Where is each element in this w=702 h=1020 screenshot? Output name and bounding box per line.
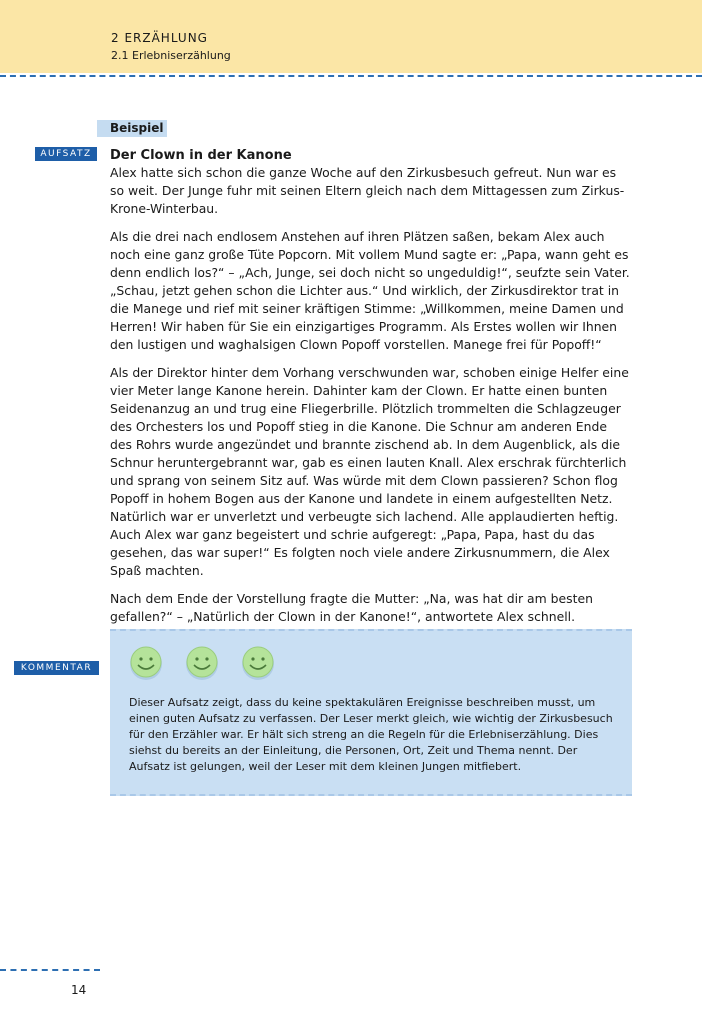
footer-divider xyxy=(0,969,100,971)
page-number: 14 xyxy=(71,983,87,997)
aufsatz-tag: AUFSATZ xyxy=(35,147,97,161)
example-label: Beispiel xyxy=(97,120,167,137)
section-title: 2.1 Erlebniserzählung xyxy=(111,49,231,62)
kommentar-tag: KOMMENTAR xyxy=(14,661,99,675)
smiley-icon xyxy=(240,645,276,681)
essay-paragraph: Als die drei nach endlosem Anstehen auf ihren Plätzen saßen, bekam Alex auch noch eine ganz große Tüte Popcorn. Mit vollem Mund sagte er: „Papa, wann geht es denn endlich los?“ – „Ach, Junge, sei doch nicht so ungeduldig!“, seufzte sein Vater. „Schau, jetzt gehen schon die Lichter aus.“ Und wirklich, der Zirkusdirektor trat in die Manege und rief mit seiner kräftigen Stimme: „Willkommen, meine Damen und Herren! Wir haben für Sie ein einzigartiges Programm. Als Erstes wollen wir Ihnen den lustigen und waghalsigen Clown Popoff vorstellen. Manege frei für Popoff!“ xyxy=(110,229,630,352)
chapter-header xyxy=(0,0,702,73)
chapter-title: 2 ERZÄHLUNG xyxy=(111,31,208,45)
comment-box xyxy=(110,629,632,796)
essay-body xyxy=(110,164,632,636)
smiley-icon xyxy=(128,645,164,681)
essay-paragraph: Als der Direktor hinter dem Vorhang verschwunden war, schoben einige Helfer eine vier Meter lange Kanone herein. Dahinter kam der Clown. Er hatte einen bunten Seidenanzug an und trug eine Fliegerbrille. Plötzlich trommelten die Schlagzeuger des Orchesters los und Popoff stieg in die Kanone. Die Schnur am anderen Ende des Rohrs wurde angezündet und brannte zischend ab. In dem Augenblick, als die Schnur heruntergebrannt war, gab es einen lauten Knall. Alex erschrak fürchterlich und sprang von seinem Sitz auf. Was würde mit dem Clown passieren? Schon flog Popoff in hohem Bogen aus der Kanone und landete in einem aufgestellten Netz. Natürlich war er unverletzt und verbeugte sich lachend. Alle applaudierten heftig. Auch Alex war ganz begeistert und schrie aufgeregt: „Papa, Papa, hast du das gesehen, das war super!“ Es folgten noch viele andere Zirkusnummern, die Alex Spaß machten. xyxy=(110,365,629,578)
header-divider xyxy=(0,75,702,77)
smiley-icon xyxy=(184,645,220,681)
essay-title: Der Clown in der Kanone xyxy=(110,148,292,163)
essay-paragraph: Alex hatte sich schon die ganze Woche auf den Zirkusbesuch gefreut. Nun war es so weit. Der Junge fuhr mit seinen Eltern gleich nach dem Mittagessen zum Zirkus-Krone-Winterbau. xyxy=(110,165,625,216)
comment-text: Dieser Aufsatz zeigt, dass du keine spektakulären Ereignisse beschreiben musst, um einen guten Aufsatz zu verfassen. Der Leser merkt gleich, wie wichtig der Zirkusbesuch für den Erzähler war. Er hält sich streng an die Regeln für die Erlebniserzählung. Dies siehst du bereits an der Einleitung, die Personen, Ort, Zeit und Thema nennt. Der Aufsatz ist gelungen, weil der Leser mit dem kleinen Jungen mitfiebert. xyxy=(129,696,613,773)
essay-paragraph: Nach dem Ende der Vorstellung fragte die Mutter: „Na, was hat dir am besten gefallen?“ – „Natürlich der Clown in der Kanone!“, antwortete Alex schnell. xyxy=(110,591,593,624)
